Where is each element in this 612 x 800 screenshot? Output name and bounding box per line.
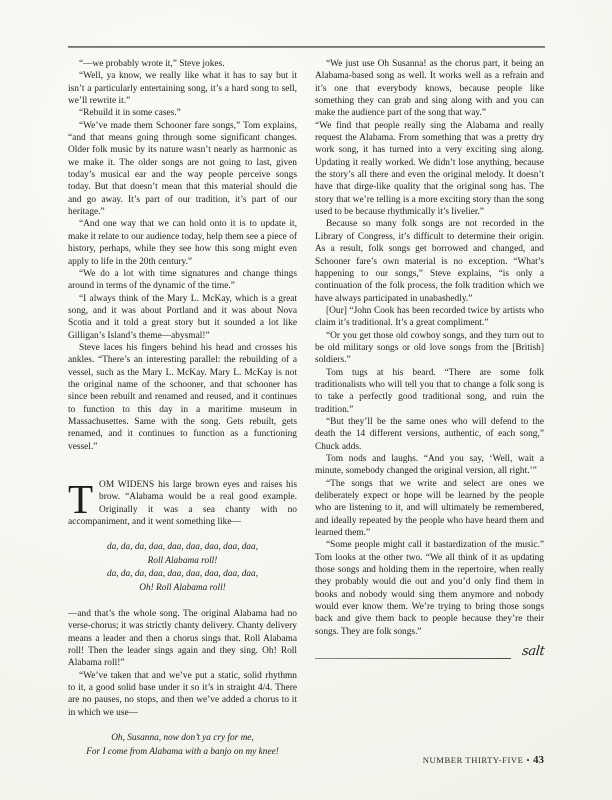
- paragraph: Tom nods and laughs. “And you say, ‘Well, wait a minute, somebody changed the original version, all right.’”: [315, 454, 544, 477]
- paragraph: “We do a lot with time signatures and change things around in terms of the dynamic of the time.”: [68, 268, 297, 292]
- verse-line: For I come from Alabama with a banjo on my knee!: [86, 746, 279, 757]
- paragraph: “Rebuild it in some cases.”: [79, 108, 181, 119]
- paragraph: OM WIDENS his large brown eyes and raises his brow. “Alabama would be a real good example. Originally it was a sea chanty with no accompaniment, and it went something like—: [68, 480, 297, 528]
- article-end-mark: [315, 644, 545, 668]
- left-column: [68, 58, 297, 757]
- paragraph: “I always think of the Mary L. McKay, which is a great song, and it was about Portland and it was about Nova Scotia and it told a great story but it sounded a lot like Gilligan’s Island’s theme—abysmal!”: [68, 293, 297, 341]
- paragraph: “The songs that we write and select are ones we deliberately expect or hope will be learned by the people who are listening to it, and will ultimately be remembered, and ideally repeated by the people who have heard them and learned them.”: [315, 478, 544, 539]
- paragraph: “We’ve made them Schooner fare songs,” Tom explains, “and that means going through some significant changes. Older folk music by its nature wasn’t nearly as harmonic as we make it. The older songs are not going to last, given today’s musical ear and the way people perceive songs today. But that doesn’t mean that this material should die and go away. It’s part of our tradition, it’s part of our heritage.”: [68, 120, 297, 218]
- paragraph: “We just use Oh Susanna! as the chorus part, it being an Alabama-based song as well. It works well as a refrain and it’s one that everybody knows, because people like something they can grab and sing along with and you can make the audience part of the song that way.”: [315, 59, 544, 119]
- verse-line: Oh! Roll Alabama roll!: [139, 582, 226, 593]
- verse-block-one: [68, 541, 297, 595]
- paragraph: —and that’s the whole song. The original Alabama had no verse-chorus; it was strictly chanty delivery. Chanty delivery means a leader and then a chorus sings that. Roll Alabama roll! Then the leader sings again and they sing. Oh! Roll Alabama roll!”: [68, 609, 297, 669]
- verse-block-two: [68, 732, 297, 759]
- paragraph: “Some people might call it bastardization of the music.” Tom looks at the other two. “We all think of it as updating those songs and holding them in the repertoire, when really they probably would die out and you’d only find them in books and nobody would sing them anymore and nobody would ever know them. We’re trying to bring those songs back and give them back to people because they’re their songs. They are folk songs.”: [315, 540, 544, 637]
- two-column-body: [68, 58, 545, 757]
- paragraph: “—we probably wrote it,” Steve jokes.: [79, 59, 225, 69]
- right-column: [315, 58, 544, 718]
- drop-cap-letter: T: [68, 476, 94, 522]
- paragraph: “And one way that we can hold onto it is to update it, make it relate to our audience today, help them see a piece of history, perhaps, while they see how this song might even apply to life in the 20th century.”: [68, 219, 297, 267]
- paragraph: [Our] “John Cook has been recorded twice by artists who claim it’s traditional. It’s a great compliment.”: [315, 305, 544, 329]
- paragraph: “We find that people really sing the Alabama and really request the Alabama. From something that was a pretty dry work song, it has turned into a very exciting sing along. Updating it really worked. We didn’t lose anything, because the story’s all there and even the original melody. It doesn’t have that dirge-like quality that the original song has. The story that we’re telling is a more exciting story than the song used to be because rhythmically it’s livelier.”: [315, 120, 544, 218]
- paragraph: “Or you get those old cowboy songs, and they turn out to be old military songs or old love songs from the [British] soldiers.”: [315, 330, 544, 366]
- page-footer: [423, 754, 544, 766]
- verse-line: Roll Alabama roll!: [147, 555, 218, 566]
- paragraph: Tom tugs at his beard. “There are some folk traditionalists who will tell you that to change a folk song is to take a perfectly good traditional song, and ruin the tradition.”: [315, 367, 544, 415]
- end-rule: [315, 658, 511, 659]
- paragraph: “Well, ya know, we really like what it has to say but it isn’t a particularly entertaining song, it’s a hard song to sell, we’ll rewrite it.”: [68, 71, 297, 107]
- paragraph: Because so many folk songs are not recorded in the Library of Congress, it’s difficult to determine their origin. As a result, folk songs get borrowed and changed, and Schooner fare’s own material is no exception. “What’s happening to our songs,” Steve explains, “is only a continuation of the folk process, the folk tradition which we have always participated in unabashedly.”: [315, 219, 544, 304]
- paragraph: “But they’ll be the same ones who will defend to the death the 14 different versions, authentic, of each song,” Chuck adds.: [315, 416, 544, 452]
- verse-line: da, da, da, daa, daa, daa, daa, daa, daa,: [106, 569, 259, 580]
- issue-label: NUMBER THIRTY-FIVE: [422, 755, 524, 765]
- paragraph: “We’ve taken that and we’ve put a static, solid rhythmn to it, a good solid base under it so it’s in straight 4/4. There are no pauses, no stops, and then we’ve added a chorus to it in which we use—: [68, 670, 297, 718]
- verse-line: da, da, da, daa, daa, daa, daa, daa, daa,: [106, 542, 259, 553]
- paragraph: Steve laces his fingers behind his head and crosses his ankles. “There’s an interesting parallel: the rebuilding of a vessel, such as the Mary L. McKay. Mary L. McKay is not the original name of the schooner, and that schooner has since been rebuilt and renamed and reused, and it continues to function to this day in a maritime museum in Massachusettes. Same with the song. Gets rebuilt, gets renamed, and it continues to function as a functioning vessel.”: [68, 342, 297, 452]
- salt-signature: salt: [521, 644, 545, 660]
- verse-line: Oh, Susanna, now don’t ya cry for me,: [111, 733, 254, 744]
- footer-separator: •: [526, 755, 530, 765]
- header-rule: [68, 46, 545, 48]
- dropcap-paragraph-block: [68, 476, 297, 528]
- page-number: 43: [533, 754, 544, 766]
